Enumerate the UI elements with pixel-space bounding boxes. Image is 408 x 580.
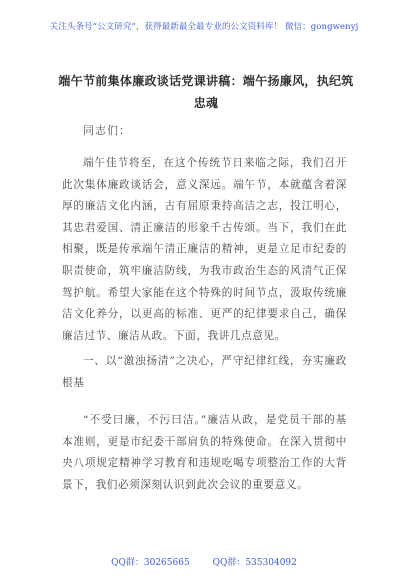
section-heading-1: 一、以“激浊扬清”之决心，严守纪律红线，夯实廉政根基 xyxy=(62,355,347,389)
body-paragraph-intro: 端午佳节将至，在这个传统节日来临之际，我们召开此次集体廉政谈话会，意义深远。端午节，本就蕴含着深厚的廉洁文化内涵，古有屈原秉持高洁之志，投江明心，其忠君爱国、清正廉洁的形象千古传颂。当下，我们在此相聚，既是传承端午清正廉洁的精神，更是立足市纪委的职责使命，筑牢廉洁防线，为我市政治生态的风清气正保驾护航。希望大家能在这个特殊的时间节点，汲取传统廉洁文化养分，以更高的标准、更严的纪律要求自己，确保廉洁过节、廉洁从政。下面，我讲几点意见。 xyxy=(62,157,347,342)
footer-contact xyxy=(0,555,408,568)
salutation: 同志们： xyxy=(83,124,131,137)
document-title: 端午节前集体廉政谈话党课讲稿：端午扬廉风，执纪筑忠魂 xyxy=(58,74,354,110)
promo-banner[interactable]: 关注头条号“公文研究”，获得最新最全最专业的公文资料库！ 微信：gongwenyj xyxy=(49,22,359,32)
body-paragraph-section-1: “不受曰廉，不污曰洁。”廉洁从政，是党员干部的基本准则，更是市纪委干部肩负的特殊使命。在深入贯彻中央八项规定精神学习教育和违规吃喝专项整治工作的大背景下，我们必须深刻认识到此次会议的重要意义。 xyxy=(62,414,347,491)
qq-group-1[interactable]: QQ群：30265665 xyxy=(111,558,190,568)
qq-group-2[interactable]: QQ群：535304092 xyxy=(212,558,297,568)
